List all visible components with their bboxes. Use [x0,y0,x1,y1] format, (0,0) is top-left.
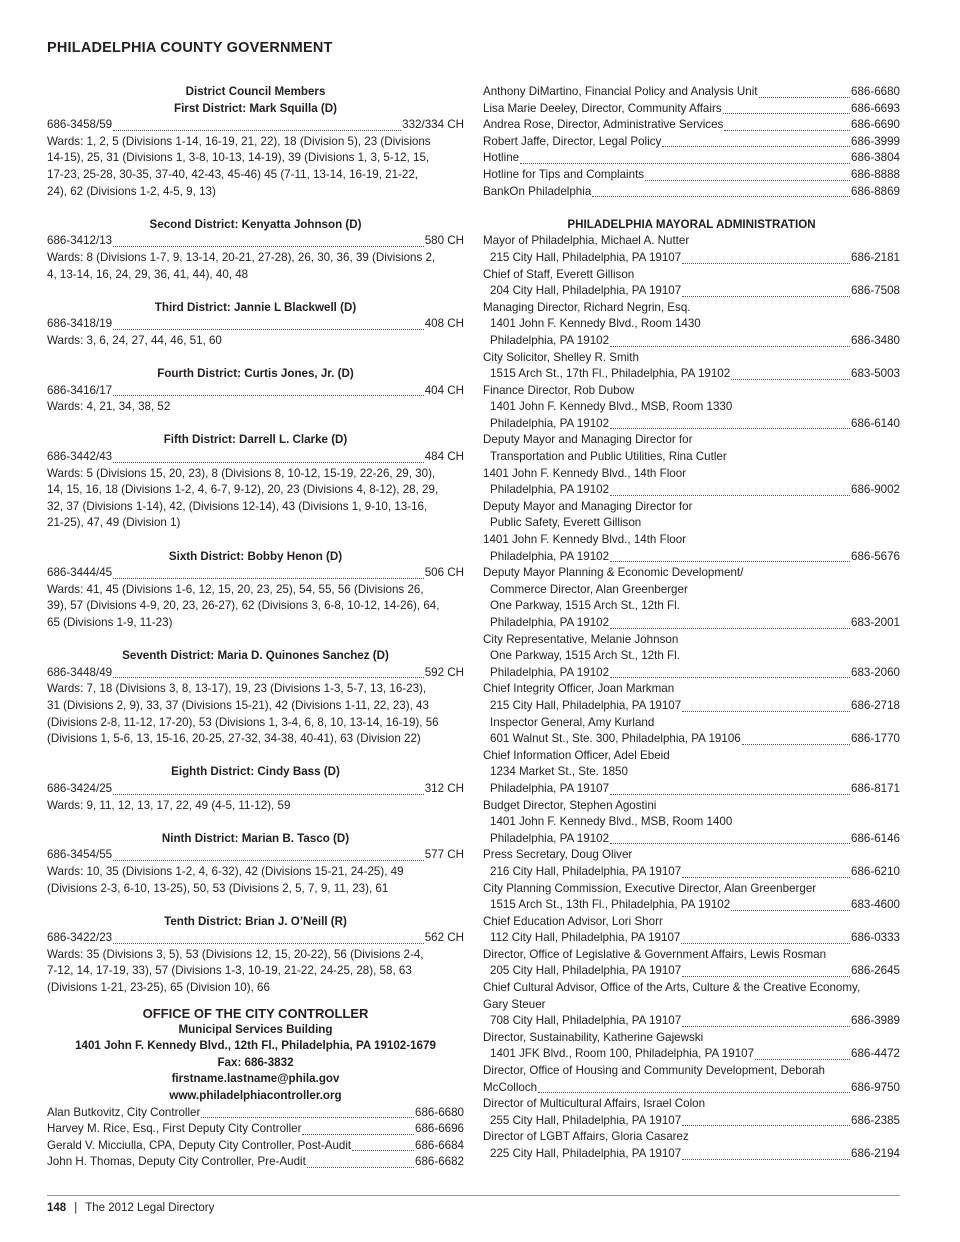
staff-entry [483,101,900,118]
spacer [47,532,464,549]
mayoral-contact-value: 683-5003 [851,367,900,381]
district-contact-value: 484 CH [424,450,464,464]
staff-entry-label: Hotline for Tips and Complaints [483,167,645,181]
mayoral-contact-label: Philadelphia, PA 19102 [490,549,610,563]
mayoral-contact-value: 686-1770 [851,732,900,746]
district-wards-line: (Divisions 1-21, 23-25), 65 (Division 10), 66 [47,981,270,995]
mayoral-contact-label: Philadelphia, PA 19102 [490,831,610,845]
mayoral-contact [483,897,900,914]
dot-leader [682,1124,850,1126]
staff-entry [483,134,900,151]
staff-entry-value: 686-6690 [851,118,900,132]
district-contact-value: 577 CH [424,848,464,862]
district-contact [47,316,464,333]
controller-staff-list [47,1105,464,1171]
mayoral-contact-label: 225 City Hall, Philadelphia, PA 19107 [490,1147,682,1160]
mayoral-line: Deputy Mayor and Managing Director for [483,433,693,447]
staff-entry [483,84,900,101]
district-contact [47,383,464,400]
dot-leader [113,245,424,247]
staff-entry-value: 686-3804 [851,151,900,165]
mayoral-contact [483,1146,900,1163]
mayoral-contact-label: Philadelphia, PA 19102 [490,333,610,347]
controller-staff-continued [483,84,900,200]
mayoral-contact-value: 686-2718 [851,698,900,712]
district-contact-label: 686-3444/45 [47,566,113,580]
district-contact-label: 686-3412/13 [47,234,113,248]
district-title: First District: Mark Squilla (D) [174,101,337,115]
spacer [47,748,464,765]
staff-entry-label: John H. Thomas, Deputy City Controller, Pre-Audit [47,1155,306,1169]
district-contact [47,781,464,798]
mayoral-line: 1234 Market St., Ste. 1850 [490,765,628,779]
mayoral-contact-value: 686-2645 [851,964,900,978]
mayoral-contact [483,615,900,632]
district-contact-label: 686-3422/23 [47,931,113,945]
mayoral-line: Chief of Staff, Everett Gillison [483,267,635,281]
mayoral-line: Chief Information Officer, Adel Ebeid [483,748,670,762]
district-contact-label: 686-3458/59 [47,118,113,132]
district-wards-line: 32, 37 (Divisions 1-14), 42, (Divisions 12-14), 43 (Divisions 1, 9-10, 13-16, [47,499,428,513]
dot-leader [681,942,850,944]
dot-leader [520,162,850,164]
mayoral-contact [483,930,900,947]
dot-leader [610,345,850,347]
mayoral-line: One Parkway, 1515 Arch St., 12th Fl. [490,599,680,613]
district-wards-line: Wards: 4, 21, 34, 38, 52 [47,400,171,414]
mayoral-line: 1401 John F. Kennedy Blvd., MSB, Room 1330 [490,400,733,414]
council-heading: District Council Members [185,85,326,98]
dot-leader [538,1091,850,1093]
footer-rule [47,1195,900,1196]
spacer [47,283,464,300]
district-wards-line: 65 (Divisions 1-9, 11-23) [47,616,173,629]
mayoral-line: 1401 John F. Kennedy Blvd., 14th Floor [483,466,687,480]
district-contact-label: 686-3416/17 [47,383,113,397]
mayoral-line: Public Safety, Everett Gillison [490,516,642,530]
dot-leader [113,577,424,579]
district-contact [47,117,464,134]
mayoral-contact-label: Philadelphia, PA 19107 [490,781,610,795]
publication-title: The 2012 Legal Directory [85,1202,215,1214]
district-wards-line: (Divisions 2-8, 11-12, 17-20), 53 (Divisions 1, 3-4, 6, 8, 10, 13-14, 16-19), 56 [47,715,439,729]
district-wards-line: Wards: 35 (Divisions 3, 5), 53 (Divisions 12, 15, 20-22), 56 (Divisions 2-4, [47,947,424,961]
dot-leader [113,676,424,678]
district-wards-line: 17-23, 25-28, 30-35, 37-40, 42-43, 45-46) 45 (7-11, 13-14, 16-19, 21-22, [47,167,419,181]
mayoral-contact-value: 686-8171 [851,781,900,795]
mayoral-contact-label: 216 City Hall, Philadelphia, PA 19107 [490,864,682,878]
district-contact-value: 312 CH [424,781,464,795]
dot-leader [113,328,424,330]
mayoral-line: Director of LGBT Affairs, Gloria Casarez [483,1130,689,1144]
dot-leader [610,793,850,795]
controller-address: 1401 John F. Kennedy Blvd., 12th Fl., Philadelphia, PA 19102-1679 [75,1039,436,1053]
dot-leader [755,1058,850,1060]
staff-entry-label: Alan Butkovitz, City Controller [47,1105,201,1119]
mayoral-contact [483,250,900,267]
mayoral-contact [483,333,900,350]
mayoral-contact-value: 686-7508 [851,284,900,298]
dot-leader [682,295,850,297]
district-contact-value: 332/334 CH [402,118,464,132]
dot-leader [731,378,850,380]
mayoral-line: One Parkway, 1515 Arch St., 12th Fl. [490,649,680,663]
staff-entry-value: 686-6682 [415,1155,464,1169]
dot-leader [723,112,850,114]
district-contact-label: 686-3442/43 [47,450,113,464]
page-footer [47,1202,214,1214]
dot-leader [113,793,424,795]
controller-building: Municipal Services Building [178,1022,333,1036]
district-wards-line: 21-25), 47, 49 (Division 1) [47,516,181,530]
mayoral-line: City Solicitor, Shelley R. Smith [483,350,639,364]
mayoral-contact-label: 215 City Hall, Philadelphia, PA 19107 [490,250,682,264]
staff-entry-value: 686-8869 [851,184,900,198]
mayoral-contact [483,1113,900,1130]
district-wards-line: Wards: 1, 2, 5 (Divisions 1-14, 16-19, 21, 22), 18 (Division 5), 23 (Divisions [47,134,431,148]
mayoral-contact [483,366,900,383]
mayoral-contact-label: Philadelphia, PA 19102 [490,483,610,497]
district-wards-line: Wards: 5 (Divisions 15, 20, 23), 8 (Divisions 8, 10-12, 15-19, 22-26, 29, 30), [47,466,436,480]
page-number: 148 [47,1202,67,1214]
mayoral-line: Director, Office of Housing and Community Development, Deborah [483,1064,825,1078]
dot-leader [742,743,850,745]
district-contact [47,449,464,466]
staff-entry-value: 686-6680 [415,1105,464,1119]
district-title: Third District: Jannie L Blackwell (D) [154,300,357,314]
mayoral-contact [483,731,900,748]
mayoral-contact-value: 686-9750 [851,1080,900,1094]
mayoral-contact-value: 686-2181 [851,250,900,264]
staff-entry-label: BankOn Philadelphia [483,184,592,198]
district-title: Eighth District: Cindy Bass (D) [171,765,340,779]
mayoral-contact-label: Philadelphia, PA 19102 [490,665,610,679]
district-contact-value: 506 CH [424,566,464,580]
dot-leader [610,842,850,844]
mayoral-contact-value: 686-3989 [851,1014,900,1028]
mayoral-line: City Representative, Melanie Johnson [483,632,679,646]
district-contact-value: 408 CH [424,317,464,331]
staff-entry [483,150,900,167]
district-wards-line: 24), 62 (Divisions 1-2, 4-5, 9, 13) [47,184,216,198]
mayoral-line: 1401 John F. Kennedy Blvd., 14th Floor [483,533,687,547]
mayoral-line: Mayor of Philadelphia, Michael A. Nutter [483,234,690,248]
district-wards-line: Wards: 9, 11, 12, 13, 17, 22, 49 (4-5, 11-12), 59 [47,798,291,812]
district-wards-line: Wards: 8 (Divisions 1-7, 9, 13-14, 20-21, 27-28), 26, 30, 36, 39 (Divisions 2, [47,250,436,264]
mayoral-contact-value: 686-2194 [851,1147,900,1160]
mayoral-contact-value: 686-0333 [851,931,900,945]
district-contact [47,565,464,582]
staff-entry-value: 686-8888 [851,167,900,181]
district-wards-line: Wards: 3, 6, 24, 27, 44, 46, 51, 60 [47,333,222,347]
district-wards-line: 4, 13-14, 16, 24, 29, 36, 41, 44), 40, 48 [47,267,249,281]
mayoral-contact-value: 683-2001 [851,616,900,629]
district-wards-line: 14-15), 25, 31 (Divisions 1, 3-8, 10-13, 14-19), 39 (Divisions 1, 3, 5-12, 15, [47,151,430,165]
mayoral-contact [483,1046,900,1063]
district-wards-line: (Divisions 2-3, 6-10, 13-25), 50, 53 (Divisions 2, 5, 7, 9, 11, 23), 61 [47,881,389,895]
mayoral-contact-value: 686-6146 [851,831,900,845]
left-column [47,84,464,1171]
district-contact-value: 592 CH [424,665,464,679]
district-title: Seventh District: Maria D. Quinones Sanchez (D) [122,649,389,663]
mayoral-contact-label: 1515 Arch St., 17th Fl., Philadelphia, PA 19102 [490,367,731,381]
mayoral-contact-label: 215 City Hall, Philadelphia, PA 19107 [490,698,682,712]
district-wards-line: 14, 15, 16, 18 (Divisions 1-2, 4, 6-7, 9-12), 20, 23 (Divisions 4, 8-12), 28, 29, [47,483,439,497]
mayoral-contact-label: 205 City Hall, Philadelphia, PA 19107 [490,964,682,978]
mayoral-line: Deputy Mayor Planning & Economic Development/ [483,566,744,580]
mayoral-line: Director of Multicultural Affairs, Israel Colon [483,1097,706,1111]
mayoral-contact-value: 683-4600 [851,898,900,912]
dot-leader [682,1025,850,1027]
district-contact-label: 686-3448/49 [47,665,113,679]
dot-leader [113,129,401,131]
mayoral-contact [483,698,900,715]
staff-entry-value: 686-6684 [415,1138,464,1152]
staff-entry-label: Anthony DiMartino, Financial Policy and Analysis Unit [483,85,758,98]
district-title: Second District: Kenyatta Johnson (D) [149,217,362,231]
spacer [47,814,464,831]
mayoral-contact-value: 686-2385 [851,1113,900,1127]
district-title: Sixth District: Bobby Henon (D) [168,549,343,563]
page-header: PHILADELPHIA COUNTY GOVERNMENT [47,40,333,56]
district-wards-line: 7-12, 14, 17-19, 33), 57 (Divisions 1-3, 10-19, 21-22, 24-25, 28), 58, 63 [47,964,412,978]
district-title: Fifth District: Darrell L. Clarke (D) [163,433,348,447]
dot-leader [682,710,850,712]
dot-leader [610,427,850,429]
mayoral-contact [483,283,900,300]
spacer [47,416,464,433]
dot-leader [113,859,424,861]
mayoral-line: Director, Office of Legislative & Government Affairs, Lewis Rosman [483,947,827,961]
dot-leader [610,560,850,562]
mayoral-contact-value: 686-9002 [851,483,900,497]
staff-entry-label: Robert Jaffe, Director, Legal Policy [483,134,662,148]
district-wards-line: Wards: 41, 45 (Divisions 1-6, 12, 15, 20, 23, 25), 54, 55, 56 (Divisions 26, [47,582,424,596]
mayoral-contact-label: 708 City Hall, Philadelphia, PA 19107 [490,1014,682,1028]
district-contact [47,665,464,682]
dot-leader [724,129,850,131]
staff-entry [47,1154,464,1171]
mayoral-contact-label: Philadelphia, PA 19102 [490,416,610,430]
dot-leader [645,179,850,181]
dot-leader [682,1158,850,1160]
mayoral-contact-label: McColloch [483,1080,538,1094]
mayoral-line: Finance Director, Rob Dubow [483,383,635,397]
spacer [47,897,464,914]
dot-leader [682,975,850,977]
dot-leader [610,627,850,629]
staff-entry-label: Andrea Rose, Director, Administrative Services [483,118,724,132]
staff-entry [483,184,900,201]
mayoral-contact-value: 686-5676 [851,549,900,563]
staff-entry [483,117,900,134]
dot-leader [610,494,850,496]
staff-entry [483,167,900,184]
dot-leader [682,262,850,264]
mayoral-contact-label: 112 City Hall, Philadelphia, PA 19107 [490,931,681,945]
mayoral-contact [483,1013,900,1030]
district-contact-label: 686-3424/25 [47,781,113,795]
dot-leader [731,909,850,911]
mayoral-line: Managing Director, Richard Negrin, Esq. [483,300,691,314]
staff-entry [47,1121,464,1138]
dot-leader [610,676,850,678]
dot-leader [113,942,424,944]
district-contact-value: 580 CH [424,234,464,248]
mayoral-contact-label: Philadelphia, PA 19102 [490,616,610,629]
district-wards-line: 39), 57 (Divisions 4-9, 20, 23, 26-27), 62 (Divisions 3, 6-8, 10-12, 14-26), 64, [47,599,440,613]
staff-entry-value: 686-6693 [851,101,900,115]
district-contact [47,233,464,250]
mayoral-line: Chief Education Advisor, Lori Shorr [483,914,663,928]
spacer [47,632,464,649]
mayoral-contact-label: 601 Walnut St., Ste. 300, Philadelphia, PA 19106 [490,732,741,746]
spacer [47,350,464,367]
mayoral-line: Gary Steuer [483,997,546,1011]
mayoral-contact-value: 686-4472 [851,1047,900,1061]
district-title: Ninth District: Marian B. Tasco (D) [161,831,350,845]
mayoral-contact-label: 1515 Arch St., 13th Fl., Philadelphia, PA 19102 [490,898,731,912]
mayoral-contact [483,665,900,682]
district-contact-label: 686-3418/19 [47,317,113,331]
dot-leader [113,394,424,396]
district-contact [47,847,464,864]
staff-entry-value: 686-6680 [851,85,900,98]
right-column [483,84,900,1163]
district-title: Fourth District: Curtis Jones, Jr. (D) [157,367,354,381]
dot-leader [307,1166,414,1168]
controller-title: OFFICE OF THE CITY CONTROLLER [142,1005,369,1021]
district-contact-value: 404 CH [424,383,464,397]
mayoral-contact-value: 686-6140 [851,416,900,430]
mayoral-line: Chief Cultural Advisor, Office of the Arts, Culture & the Creative Economy, [483,981,861,995]
staff-entry [47,1105,464,1122]
dot-leader [682,876,850,878]
mayoral-contact [483,831,900,848]
district-contact-label: 686-3454/55 [47,848,113,862]
staff-entry-label: Lisa Marie Deeley, Director, Community Affairs [483,101,722,115]
staff-entry [47,1138,464,1155]
mayoral-contact-label: 1401 JFK Blvd., Room 100, Philadelphia, PA 19107 [490,1047,755,1061]
dot-leader [759,96,850,98]
mayoral-line: 1401 John F. Kennedy Blvd., Room 1430 [490,317,701,331]
district-wards-line: Wards: 7, 18 (Divisions 3, 8, 13-17), 19, 23 (Divisions 1-3, 5-7, 13, 16-23), [47,682,427,696]
district-wards-line: Wards: 10, 35 (Divisions 1-2, 4, 6-32), 42 (Divisions 15-21, 24-25), 49 [47,864,404,878]
council-districts [47,101,464,997]
footer-separator: | [74,1202,78,1214]
mayoral-entries [483,233,900,1162]
dot-leader [662,145,850,147]
mayoral-line: Inspector General, Amy Kurland [490,715,655,729]
mayoral-contact [483,963,900,980]
mayoral-contact-value: 686-3480 [851,333,900,347]
mayoral-contact [483,416,900,433]
district-title: Tenth District: Brian J. O’Neill (R) [164,914,347,928]
staff-entry-value: 686-6696 [415,1122,464,1136]
spacer [47,200,464,217]
staff-entry-label: Harvey M. Rice, Esq., First Deputy City Controller [47,1122,302,1136]
controller-fax: Fax: 686-3832 [217,1055,294,1069]
mayoral-contact-value: 686-6210 [851,864,900,878]
mayoral-contact [483,781,900,798]
mayoral-line: Deputy Mayor and Managing Director for [483,499,693,513]
controller-web: www.philadelphiacontroller.org [169,1089,342,1103]
mayoral-contact [483,1080,900,1097]
dot-leader [352,1149,414,1151]
staff-entry-label: Hotline [483,151,520,165]
mayoral-line: Director, Sustainability, Katherine Gajewski [483,1030,704,1044]
mayoral-contact-label: 204 City Hall, Philadelphia, PA 19107 [490,284,682,298]
mayoral-line: Budget Director, Stephen Agostini [483,798,657,812]
dot-leader [201,1116,414,1118]
mayoral-line: 1401 John F. Kennedy Blvd., MSB, Room 1400 [490,815,733,829]
staff-entry-value: 686-3999 [851,134,900,148]
mayoral-line: Chief Integrity Officer, Joan Markman [483,682,675,696]
mayoral-line: Transportation and Public Utilities, Rina Cutler [490,450,727,464]
district-contact [47,930,464,947]
controller-email: firstname.lastname@phila.gov [171,1072,340,1086]
mayoral-contact-value: 683-2060 [851,665,900,679]
dot-leader [592,195,850,197]
mayoral-line: City Planning Commission, Executive Director, Alan Greenberger [483,881,817,895]
mayoral-contact [483,864,900,881]
district-wards-line: 31 (Divisions 2, 9), 33, 37 (Divisions 15-21), 42 (Divisions 1-11, 22, 23), 43 [47,698,429,712]
mayoral-contact [483,549,900,566]
staff-entry-label: Gerald V. Micciulla, CPA, Deputy City Controller, Post-Audit [47,1138,352,1152]
district-wards-line: (Divisions 1, 5-6, 13, 15-16, 20-25, 27-32, 34-38, 40-41), 63 (Division 22) [47,732,421,746]
dot-leader [113,461,424,463]
mayoral-contact [483,482,900,499]
district-contact-value: 562 CH [424,931,464,945]
dot-leader [302,1133,414,1135]
mayoral-title: PHILADELPHIA MAYORAL ADMINISTRATION [567,217,816,231]
mayoral-line: Commerce Director, Alan Greenberger [490,582,688,596]
mayoral-line: Press Secretary, Doug Oliver [483,848,633,862]
mayoral-contact-label: 255 City Hall, Philadelphia, PA 19107 [490,1113,682,1127]
